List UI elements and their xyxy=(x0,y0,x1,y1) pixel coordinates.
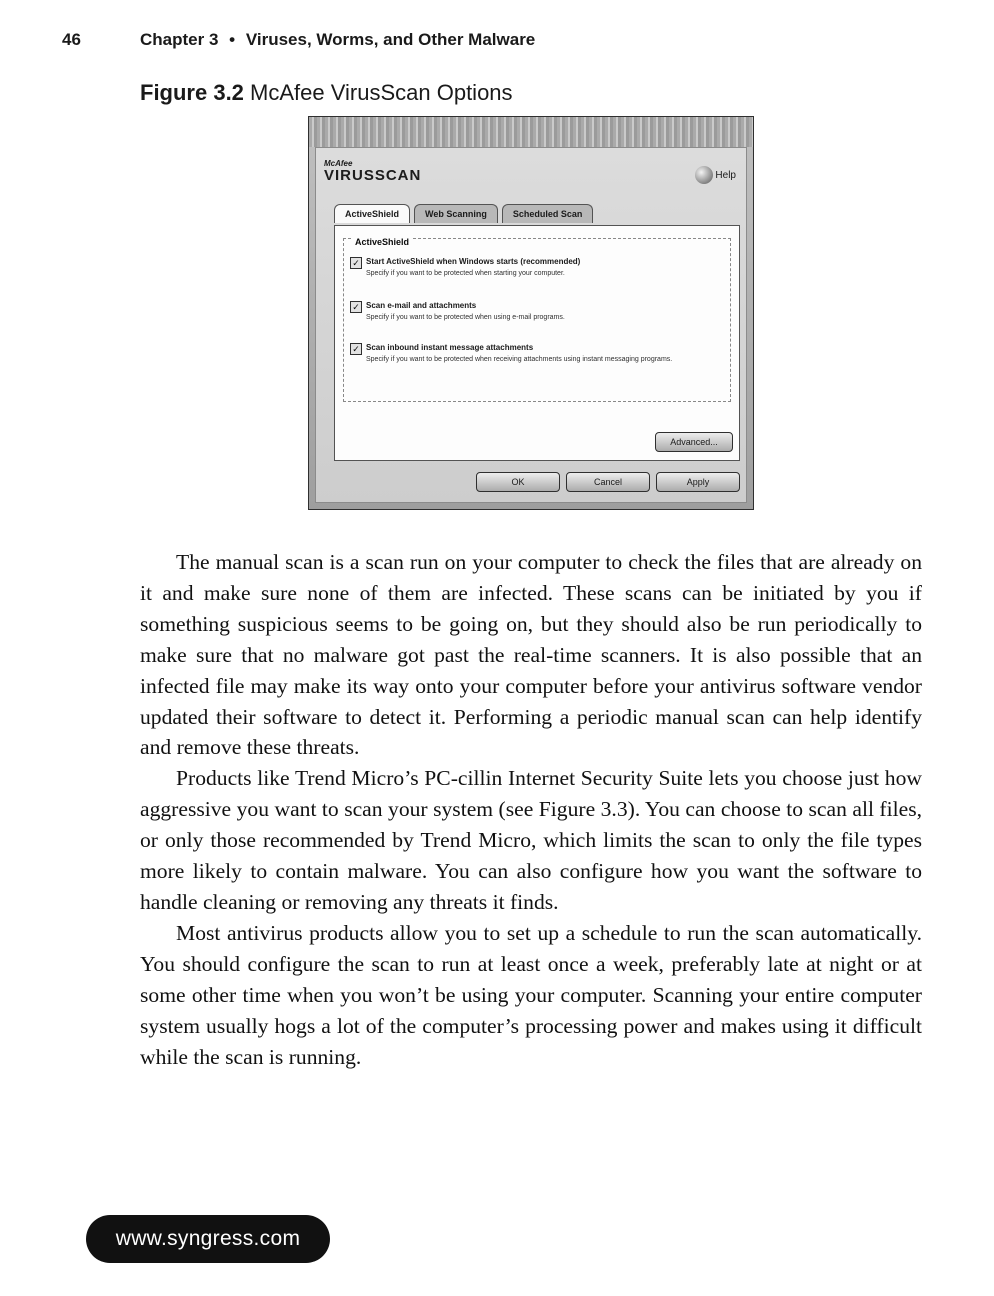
tab-scheduled-scan: Scheduled Scan xyxy=(502,204,594,223)
window-titlebar xyxy=(309,117,753,147)
advanced-button: Advanced... xyxy=(655,432,733,452)
publisher-url[interactable]: www.syngress.com xyxy=(86,1215,330,1263)
body-text xyxy=(140,547,922,1072)
group-title: ActiveShield xyxy=(352,237,412,247)
option-description: Specify if you want to be protected when starting your computer. xyxy=(366,270,565,277)
option-description: Specify if you want to be protected when using e-mail programs. xyxy=(366,314,565,321)
brand-big: VIRUSSCAN xyxy=(324,167,422,184)
brand-small: McAfee xyxy=(324,159,353,168)
option-email xyxy=(350,301,724,321)
figure-number: Figure 3.2 xyxy=(140,80,244,105)
option-label: Scan e-mail and attachments xyxy=(366,301,477,310)
virusscan-logo xyxy=(324,160,421,183)
window-body xyxy=(315,147,747,503)
tab-strip xyxy=(334,204,593,223)
virusscan-options-screenshot xyxy=(308,116,754,510)
bullet-separator: • xyxy=(229,30,236,49)
help-label: Help xyxy=(715,169,736,181)
option-label: Scan inbound instant message attachments xyxy=(366,343,534,352)
option-label: Start ActiveShield when Windows starts (recommended) xyxy=(366,257,581,266)
checkbox-checked-icon: ✓ xyxy=(350,257,362,269)
page-number: 46 xyxy=(62,30,81,49)
help-icon xyxy=(695,166,713,184)
options-group xyxy=(343,238,731,402)
tab-activeshield: ActiveShield xyxy=(334,204,410,223)
cancel-button: Cancel xyxy=(566,472,650,492)
checkbox-checked-icon: ✓ xyxy=(350,301,362,313)
help-link xyxy=(695,166,736,184)
ok-button: OK xyxy=(476,472,560,492)
checkbox-checked-icon: ✓ xyxy=(350,343,362,355)
tab-web-scanning: Web Scanning xyxy=(414,204,498,223)
tab-panel xyxy=(334,225,740,461)
option-startup xyxy=(350,257,724,277)
apply-button: Apply xyxy=(656,472,740,492)
paragraph-manual-scan: The manual scan is a scan run on your computer to check the files that are already on it and make sure none of them are infected. These scans can be initiated by you if something suspicious seems to be going on, but they should also be run periodically to make sure that no malware got past the real-time scanners. It is also possible that an infected file may make its way onto your computer before your antivirus software vendor updated their software to detect it. Performing a periodic manual scan can help identify and remove these threats. xyxy=(140,550,922,760)
figure-caption xyxy=(140,80,513,106)
running-head xyxy=(62,30,535,50)
option-description: Specify if you want to be protected when receiving attachments using instant messaging programs. xyxy=(366,356,673,363)
option-instant-messaging xyxy=(350,343,724,363)
figure-title: McAfee VirusScan Options xyxy=(250,80,513,105)
paragraph-schedule: Most antivirus products allow you to set up a schedule to run the scan automatically. You should configure the scan to run at least once a week, preferably late at night or at some other time when you won’t be using your computer. Scanning your entire computer system usually hogs a lot of the computer’s processing power and makes using it difficult while the scan is running. xyxy=(140,920,922,1069)
chapter-title: Viruses, Worms, and Other Malware xyxy=(245,30,536,49)
paragraph-trend-micro: Products like Trend Micro’s PC-cillin Internet Security Suite lets you choose just how aggressive you want to scan your system (see Figure 3.3). You can choose to scan all files, or only those recommended by Trend Micro, which limits the scan to only the file types more likely to contain malware. You can also configure how you want the software to handle cleaning or removing any threats it finds. xyxy=(140,766,922,914)
chapter-label: Chapter 3 xyxy=(140,30,219,49)
